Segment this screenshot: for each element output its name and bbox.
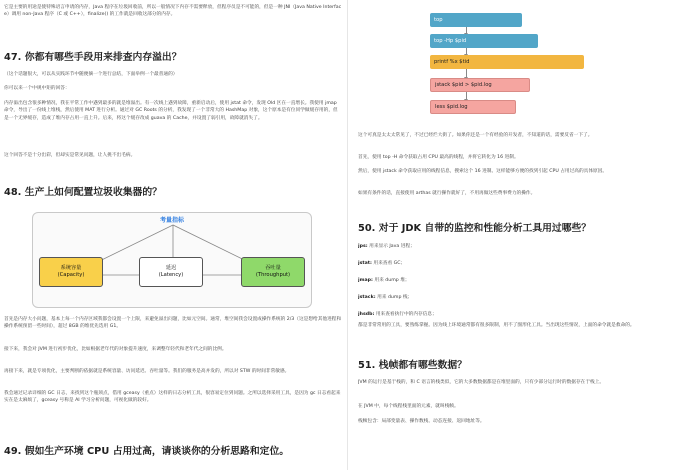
capacity-label: 系统容量 bbox=[60, 265, 82, 271]
latency-label-en: (Latency) bbox=[158, 272, 184, 278]
latency-label: 延迟 bbox=[165, 265, 177, 271]
tool-jstack bbox=[358, 294, 412, 301]
tool-jhsdb-key: jhsdb: bbox=[358, 312, 375, 317]
flow-arrow-3 bbox=[466, 69, 467, 78]
diagram-title: 考量指标 bbox=[159, 217, 184, 224]
tool-jstack-key: jstack: bbox=[358, 295, 376, 300]
p47-body: 内存溢出包含很多种情况，我在平常工作中遇到最多的就是堆溢出。有一次线上遇到故障，重新启动后，使用 jstat 命令，发现 Old 区在一直增长。我使用 jmap 命令，导出了一份线上堆栈，然后使用 MAT 进行分析。通过对 GC Roots 的分析，我发现了一个非常大的 HashMap 对象，这个原本是有位同学做缓存用的，但是一个无界缓存，造成了堆内存占用一直上升。后来，将这个缓存改成 guava 的 Cache，并设置了弱引用，故障就消失了。 bbox=[4, 101, 338, 121]
capacity-node bbox=[39, 257, 103, 287]
heading-49: 49. 假如生产环境 CPU 占用过高，请谈谈你的分析思路和定位。 bbox=[4, 446, 290, 457]
cmd-top-hp-box: top -Hp $pid bbox=[430, 34, 538, 48]
flow-arrow-4 bbox=[466, 92, 467, 100]
p47-summary: 这个回答不是十分出彩，但却实是常见问题，让人挑不出毛病。 bbox=[4, 153, 136, 158]
p48-gclog: 我会通过记录详细的 GC 日志，来找到这个瓶颈点，借用 gceasy（重点）这样的日志分析工具，很容易定位到问题。之所以选择采用工具，是因为 gc 日志看起来实在是太麻烦了，gceasy 号称是 AI 学习分析问题，可视化做的较好。 bbox=[4, 391, 341, 404]
p49-intro: 这个可真是太太太常见了，不过已经烂大街了。如果你还是一个有经验的开发者，不知道的话，需要反省一下了。 bbox=[358, 133, 593, 138]
p48-memory: 首先是内存大小问题，基本上每一个内存区域我都会设置一个上限，来避免溢出问题，比如元空间。通常，堆空间我会设置成操作系统的 2/3（这是想给其他进程和操作系统预留一些时间），超过 8GB 的堆优先选用 G1。 bbox=[4, 317, 342, 330]
p47-lead: 你可以来一个中规中矩的回答： bbox=[4, 86, 70, 91]
tool-jstat-key: jstat: bbox=[358, 261, 372, 266]
tool-jps-desc: 用来显示 Java 进程； bbox=[369, 244, 415, 249]
tool-jmap-desc: 用来 dump 堆； bbox=[374, 278, 410, 283]
tool-jstat bbox=[358, 260, 405, 267]
p51-contents: 栈帧包含：局部变量表、操作数栈、动态连接、返回地址等。 bbox=[358, 419, 485, 424]
p49-step1: 首先，使用 top -H 命令获取占用 CPU 最高的线程，并将它转化为 16 进制。 bbox=[358, 155, 519, 160]
tool-jhsdb bbox=[358, 311, 437, 318]
p48-jvm: 接下来，我会对 JVM 进行初步优化，比如根据老年代的对象提升速度，来调整年轻代和老年代之间的比例。 bbox=[4, 347, 227, 352]
latency-node bbox=[139, 257, 203, 287]
heading-50: 50. 对于 JDK 自带的监控和性能分析工具用过哪些？ bbox=[358, 223, 592, 234]
heading-47: 47. 你都有哪些手段用来排查内存溢出？ bbox=[4, 52, 182, 63]
right-column bbox=[358, 0, 696, 470]
cmd-printf-box: printf %x $tid bbox=[430, 55, 584, 69]
p51-intro: JVM 的运行是基于栈的，和 C 语言的栈类似，它的大多数数据都是在堆里面的，只有少部分运行时的数据存在于栈上。 bbox=[358, 380, 605, 385]
capacity-label-en: (Capacity) bbox=[57, 272, 85, 278]
tool-jps bbox=[358, 243, 415, 250]
cmd-top-box: top bbox=[430, 13, 522, 27]
tool-jhsdb-desc: 用来查看执行中的内存信息； bbox=[375, 312, 437, 317]
throughput-label: 吞吐量 bbox=[265, 265, 281, 271]
tool-jmap bbox=[358, 277, 410, 284]
cmd-jstack-box: jstack $pid > $pid.log bbox=[430, 78, 530, 92]
p47-note: （这个话题很大，可以从实践环节中随便摘一个进行总结，下面举例一个最普通的） bbox=[4, 72, 178, 77]
cmd-less-box: less $pid.log bbox=[430, 100, 516, 114]
flow-arrow-2 bbox=[466, 48, 467, 55]
tool-jstat-desc: 用来查看 GC； bbox=[373, 261, 406, 266]
p49-step2: 然后，使用 jstack 命令获取应用的线程信息，搜索这个 16 进制。这样能够方便的找到引起 CPU 占用过高的具体原因。 bbox=[358, 169, 608, 174]
intro-paragraph: 它是主要的用途是使特殊语言申请的内存，Java 程序在垃圾回收前，所以一般情况下内存不需要释放，但程序员是不可能的，但是一种 JNI（Java Native Interface）调用 non-Java 程序（C 或 C++），finalize() 的工作就是回收这部分的内存。 bbox=[4, 5, 342, 18]
heading-51: 51. 栈帧都有哪些数据？ bbox=[358, 360, 467, 371]
throughput-label-en: (Throughput) bbox=[255, 272, 291, 278]
gc-metrics-diagram bbox=[32, 212, 312, 308]
heading-48: 48. 生产上如何配置垃圾收集器的？ bbox=[4, 187, 162, 198]
p50-summary: 都是非常常用的工具，要熟练掌握。因为线上环境通常都有很多限制，用不了图形化工具。当出现这些情况，上面的命令就是救命的。 bbox=[358, 323, 635, 328]
tool-jps-key: jps: bbox=[358, 244, 368, 249]
p51-frame: 在 JVM 中，每个线程栈里面的元素，就叫栈帧。 bbox=[358, 404, 459, 409]
p49-arthas: 如果有条件的话，直接使用 arthas 就行操作就好了，不用再做这些费事费力的操作。 bbox=[358, 191, 536, 196]
column-divider bbox=[347, 0, 348, 470]
tool-jmap-key: jmap: bbox=[358, 278, 373, 283]
p48-special: 再接下来，就是专项优化，主要判断的依据就是系统容量、访问延迟、吞吐量等。我们的服务是高并发的，所以对 STW 的时间非常敏感。 bbox=[4, 369, 290, 374]
left-column bbox=[4, 0, 342, 470]
throughput-node bbox=[241, 257, 305, 287]
flow-arrow-1 bbox=[466, 27, 467, 34]
tool-jstack-desc: 用来 dump 栈； bbox=[377, 295, 413, 300]
